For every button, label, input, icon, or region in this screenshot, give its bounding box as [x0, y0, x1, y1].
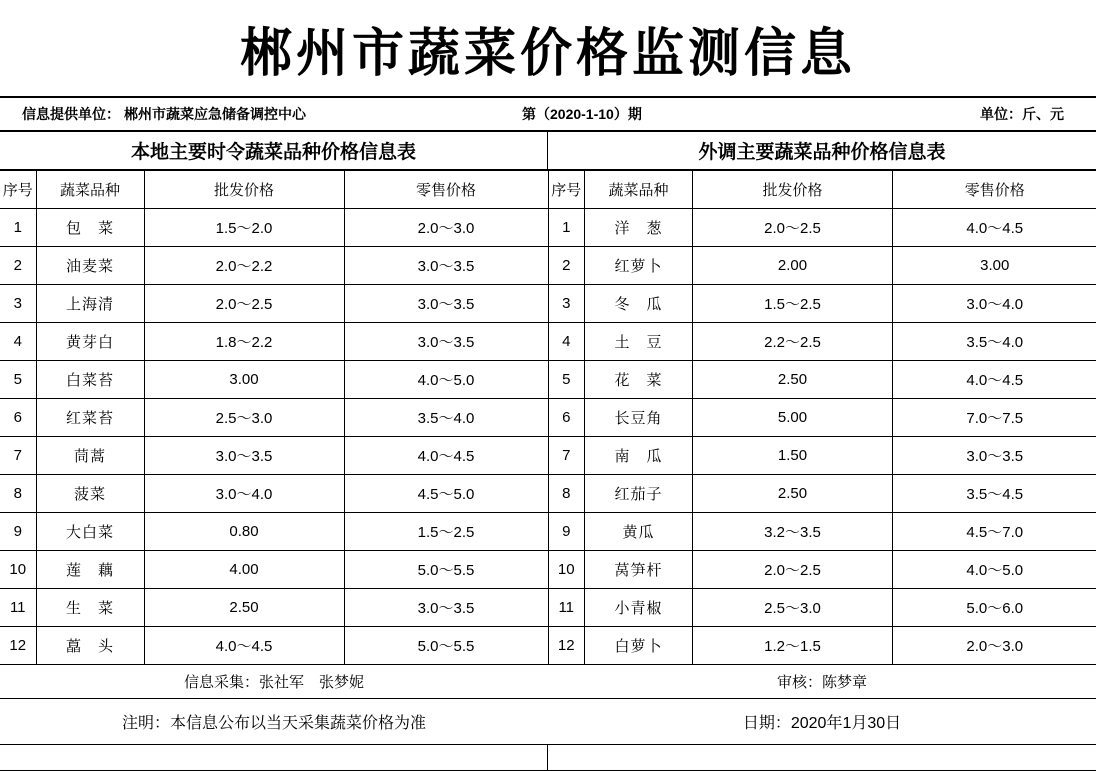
- cell-index: 2: [549, 247, 585, 285]
- cell-retail: 4.5～7.0: [893, 513, 1096, 551]
- table-row: [0, 285, 548, 323]
- cell-index: 5: [0, 361, 36, 399]
- cell-index: 6: [549, 399, 585, 437]
- cell-retail: 4.5～5.0: [344, 475, 548, 513]
- cell-index: 11: [0, 589, 36, 627]
- cell-wholesale: 2.50: [693, 475, 893, 513]
- col-index: 序号: [0, 171, 36, 209]
- cell-wholesale: 2.2～2.5: [693, 323, 893, 361]
- cell-name: 油麦菜: [36, 247, 144, 285]
- cell-name: 红茄子: [585, 475, 693, 513]
- cell-wholesale: 3.0～4.0: [144, 475, 344, 513]
- cell-name: 花 菜: [585, 361, 693, 399]
- col-retail: 零售价格: [893, 171, 1096, 209]
- cell-name: 生 菜: [36, 589, 144, 627]
- auditor-label: 审核：陈梦章: [548, 671, 1096, 692]
- table-row: [0, 627, 548, 665]
- table-row: [0, 551, 548, 589]
- cell-name: 洋 葱: [585, 209, 693, 247]
- cell-name: 黄芽白: [36, 323, 144, 361]
- table-row: [549, 437, 1096, 475]
- table-row: [549, 589, 1096, 627]
- local-price-table: [0, 170, 549, 665]
- cell-wholesale: 2.0～2.5: [693, 209, 893, 247]
- cell-name: 白萝卜: [585, 627, 693, 665]
- cell-index: 7: [0, 437, 36, 475]
- table-header-row: [0, 171, 548, 209]
- table-row: [0, 209, 548, 247]
- cell-name: 大白菜: [36, 513, 144, 551]
- cell-retail: 5.0～5.5: [344, 551, 548, 589]
- cell-wholesale: 2.00: [693, 247, 893, 285]
- cell-name: 菠菜: [36, 475, 144, 513]
- cell-index: 12: [0, 627, 36, 665]
- cell-index: 7: [549, 437, 585, 475]
- cell-wholesale: 2.50: [693, 361, 893, 399]
- cell-name: 莲 藕: [36, 551, 144, 589]
- cell-retail: 3.0～3.5: [344, 323, 548, 361]
- cell-index: 4: [0, 323, 36, 361]
- cell-wholesale: 1.50: [693, 437, 893, 475]
- cell-index: 1: [549, 209, 585, 247]
- table-header-row: [549, 171, 1096, 209]
- tables-container: [0, 170, 1096, 665]
- cell-retail: 3.0～3.5: [893, 437, 1096, 475]
- cell-retail: 3.00: [893, 247, 1096, 285]
- blank-row: [0, 745, 1096, 771]
- cell-index: 12: [549, 627, 585, 665]
- cell-wholesale: 1.5～2.0: [144, 209, 344, 247]
- note-row: [0, 699, 1096, 745]
- table-row: [549, 323, 1096, 361]
- blank-cell-left: [0, 745, 548, 770]
- cell-name: 包 菜: [36, 209, 144, 247]
- table-row: [549, 399, 1096, 437]
- note-text: 注明：本信息公布以当天采集蔬菜价格为准: [0, 710, 548, 733]
- provider-label: 信息提供单位：: [22, 104, 120, 124]
- cell-name: 冬 瓜: [585, 285, 693, 323]
- cell-retail: 1.5～2.5: [344, 513, 548, 551]
- table-row: [0, 513, 548, 551]
- title-bar: [0, 0, 1096, 98]
- cell-retail: 4.0～5.0: [344, 361, 548, 399]
- cell-retail: 3.5～4.0: [893, 323, 1096, 361]
- collector-label: 信息采集：张社军 张梦妮: [0, 671, 548, 692]
- external-section-title: 外调主要蔬菜品种价格信息表: [548, 132, 1096, 169]
- cell-wholesale: 1.8～2.2: [144, 323, 344, 361]
- cell-retail: 3.0～3.5: [344, 285, 548, 323]
- cell-index: 8: [549, 475, 585, 513]
- cell-retail: 3.0～4.0: [893, 285, 1096, 323]
- cell-wholesale: 5.00: [693, 399, 893, 437]
- cell-index: 9: [549, 513, 585, 551]
- table-row: [0, 247, 548, 285]
- col-retail: 零售价格: [344, 171, 548, 209]
- cell-name: 上海清: [36, 285, 144, 323]
- cell-retail: 4.0～4.5: [344, 437, 548, 475]
- table-row: [549, 551, 1096, 589]
- cell-name: 莴笋杆: [585, 551, 693, 589]
- cell-retail: 4.0～5.0: [893, 551, 1096, 589]
- signature-row: [0, 665, 1096, 699]
- cell-wholesale: 3.2～3.5: [693, 513, 893, 551]
- cell-retail: 3.5～4.0: [344, 399, 548, 437]
- cell-name: 茼蒿: [36, 437, 144, 475]
- table-row: [0, 361, 548, 399]
- table-row: [0, 399, 548, 437]
- cell-name: 小青椒: [585, 589, 693, 627]
- cell-wholesale: 1.2～1.5: [693, 627, 893, 665]
- cell-index: 3: [549, 285, 585, 323]
- cell-wholesale: 0.80: [144, 513, 344, 551]
- cell-index: 1: [0, 209, 36, 247]
- cell-name: 白菜苔: [36, 361, 144, 399]
- cell-retail: 7.0～7.5: [893, 399, 1096, 437]
- local-section-title: 本地主要时令蔬菜品种价格信息表: [0, 132, 548, 169]
- table-row: [549, 209, 1096, 247]
- cell-wholesale: 1.5～2.5: [693, 285, 893, 323]
- table-row: [549, 285, 1096, 323]
- page-title: 郴州市蔬菜价格监测信息: [240, 11, 856, 86]
- unit-label: 单位：斤、元: [852, 104, 1096, 124]
- cell-retail: 4.0～4.5: [893, 209, 1096, 247]
- issue-number: 第（2020-1-10）期: [522, 104, 852, 124]
- cell-index: 10: [0, 551, 36, 589]
- cell-wholesale: 4.00: [144, 551, 344, 589]
- cell-retail: 5.0～6.0: [893, 589, 1096, 627]
- cell-index: 5: [549, 361, 585, 399]
- cell-index: 11: [549, 589, 585, 627]
- cell-name: 红菜苔: [36, 399, 144, 437]
- cell-retail: 5.0～5.5: [344, 627, 548, 665]
- cell-wholesale: 2.5～3.0: [144, 399, 344, 437]
- cell-wholesale: 2.5～3.0: [693, 589, 893, 627]
- cell-retail: 4.0～4.5: [893, 361, 1096, 399]
- cell-name: 南 瓜: [585, 437, 693, 475]
- cell-wholesale: 3.0～3.5: [144, 437, 344, 475]
- table-row: [0, 475, 548, 513]
- cell-name: 长豆角: [585, 399, 693, 437]
- table-row: [549, 475, 1096, 513]
- cell-index: 2: [0, 247, 36, 285]
- cell-wholesale: 2.0～2.2: [144, 247, 344, 285]
- cell-retail: 2.0～3.0: [893, 627, 1096, 665]
- table-row: [549, 627, 1096, 665]
- cell-index: 4: [549, 323, 585, 361]
- cell-index: 3: [0, 285, 36, 323]
- col-name: 蔬菜品种: [36, 171, 144, 209]
- cell-name: 红萝卜: [585, 247, 693, 285]
- table-row: [549, 361, 1096, 399]
- cell-retail: 3.0～3.5: [344, 247, 548, 285]
- provider-value: 郴州市蔬菜应急储备调控中心: [124, 104, 306, 124]
- cell-wholesale: 2.50: [144, 589, 344, 627]
- section-headers: [0, 132, 1096, 170]
- col-name: 蔬菜品种: [585, 171, 693, 209]
- table-row: [549, 513, 1096, 551]
- cell-retail: 3.0～3.5: [344, 589, 548, 627]
- cell-index: 9: [0, 513, 36, 551]
- cell-wholesale: 2.0～2.5: [144, 285, 344, 323]
- blank-cell-right: [548, 745, 1096, 770]
- table-row: [549, 247, 1096, 285]
- col-wholesale: 批发价格: [693, 171, 893, 209]
- cell-index: 8: [0, 475, 36, 513]
- table-row: [0, 323, 548, 361]
- cell-index: 6: [0, 399, 36, 437]
- date-text: 日期：2020年1月30日: [548, 710, 1096, 733]
- cell-name: 黄瓜: [585, 513, 693, 551]
- cell-retail: 2.0～3.0: [344, 209, 548, 247]
- cell-index: 10: [549, 551, 585, 589]
- cell-retail: 3.5～4.5: [893, 475, 1096, 513]
- col-index: 序号: [549, 171, 585, 209]
- table-row: [0, 589, 548, 627]
- info-bar: [0, 98, 1096, 132]
- cell-wholesale: 4.0～4.5: [144, 627, 344, 665]
- col-wholesale: 批发价格: [144, 171, 344, 209]
- cell-name: 土 豆: [585, 323, 693, 361]
- provider-block: [0, 104, 522, 124]
- external-price-table: [549, 170, 1096, 665]
- table-row: [0, 437, 548, 475]
- cell-wholesale: 3.00: [144, 361, 344, 399]
- cell-name: 藠 头: [36, 627, 144, 665]
- cell-wholesale: 2.0～2.5: [693, 551, 893, 589]
